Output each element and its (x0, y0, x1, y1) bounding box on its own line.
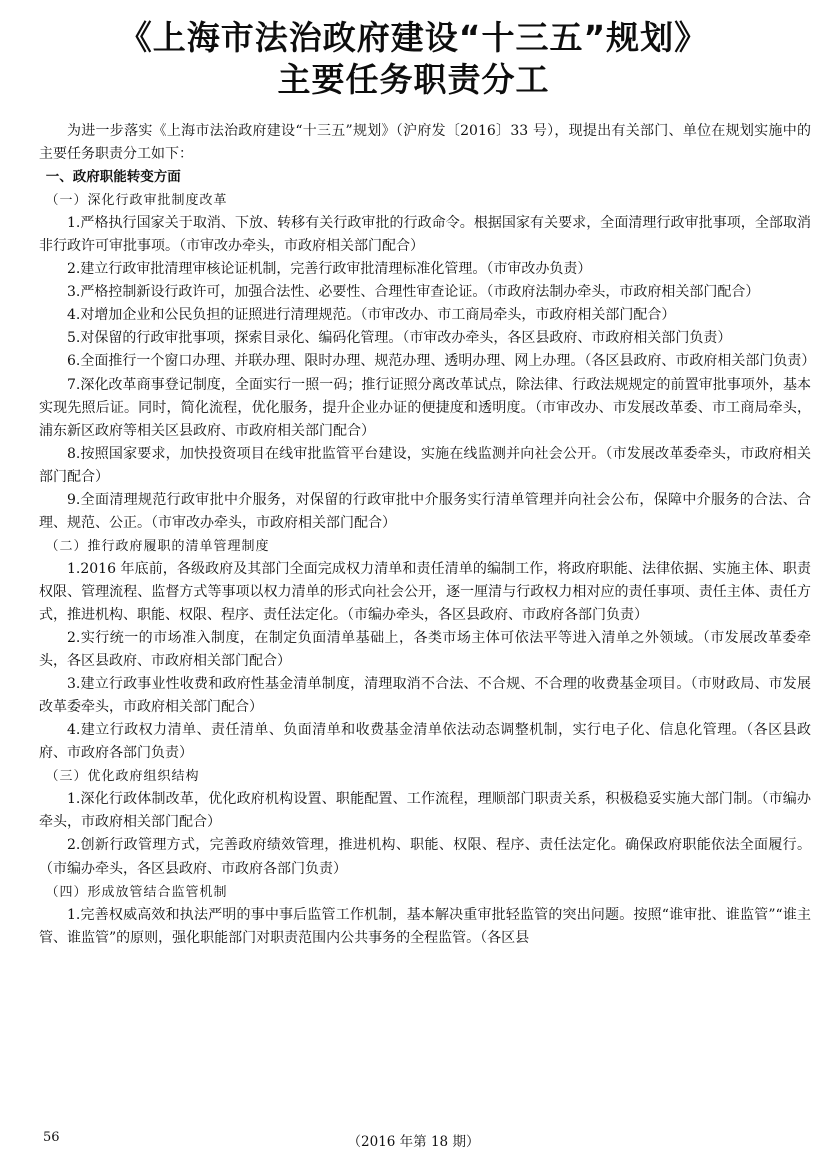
list-item: 3.严格控制新设行政许可，加强合法性、必要性、合理性审查论证。（市政府法制办牵头，市政府相关部门配合） (67, 284, 760, 301)
list-item: 6.全面推行一个窗口办理、并联办理、限时办理、规范办理、透明办理、网上办理。（各区县政府、市政府相关部门负责） (67, 353, 816, 370)
intro-paragraph: 为进一步落实《上海市法治政府建设“十三五”规划》（沪府发〔2016〕33 号），现提出有关部门、单位在规划实施中的主要任务职责分工如下： (39, 123, 811, 163)
list-item: 2.建立行政审批清理审核论证机制，完善行政审批清理标准化管理。（市审改办负责） (67, 261, 592, 278)
list-item: 9.全面清理规范行政审批中介服务，对保留的行政审批中介服务实行清单管理并向社会公布，保障中介服务的合法、合理、规范、公正。（市审改办牵头，市政府相关部门配合） (39, 491, 811, 531)
list-item: 1.严格执行国家关于取消、下放、转移有关行政审批的行政命令。根据国家有关要求，全面清理行政审批事项，全部取消非行政许可审批事项。（市审改办牵头，市政府相关部门配合） (39, 215, 811, 255)
list-item: 7.深化改革商事登记制度，全面实行一照一码；推行证照分离改革试点，除法律、行政法规规定的前置审批事项外，基本实现先照后证。同时，简化流程，优化服务，提升企业办证的便捷度和透明度。（市审改办、市发展改革委、市工商局牵头，浦东新区政府等相关区县政府、市政府相关部门配合） (39, 376, 811, 439)
list-item: 1.深化行政体制改革，优化政府机构设置、职能配置、工作流程，理顺部门职责关系，积极稳妥实施大部门制。（市编办牵头，市政府相关部门配合） (39, 791, 811, 831)
section-heading: 一、政府职能转变方面 (45, 169, 181, 186)
list-item: 1.2016 年底前，各级政府及其部门全面完成权力清单和责任清单的编制工作，将政府职能、法律依据、实施主体、职责权限、管理流程、监督方式等事项以权力清单的形式向社会公开，逐一厘清与行政权力相对应的责任事项、责任主体、责任方式，推进机构、职能、权限、程序、责任法定化。（市编办牵头，各区县政府、市政府各部门负责） (39, 560, 811, 623)
list-item: 4.对增加企业和公民负担的证照进行清理规范。（市审改办、市工商局牵头，市政府相关部门配合） (67, 307, 676, 324)
issue-label: （2016 年第 18 期） (347, 1134, 480, 1150)
subsection-heading: （三）优化政府组织结构 (45, 769, 200, 785)
document-title-line2: 主要任务职责分工 (277, 60, 550, 99)
list-item: 5.对保留的行政审批事项，探索目录化、编码化管理。（市审改办牵头，各区县政府、市政府相关部门负责） (67, 330, 732, 347)
page-number: 56 (43, 1130, 60, 1145)
list-item: 4.建立行政权力清单、责任清单、负面清单和收费基金清单依法动态调整机制，实行电子化、信息化管理。（各区县政府、市政府各部门负责） (39, 722, 811, 762)
list-item: 3.建立行政事业性收费和政府性基金清单制度，清理取消不合法、不合规、不合理的收费基金项目。（市财政局、市发展改革委牵头，市政府相关部门配合） (39, 676, 811, 716)
subsection-heading: （一）深化行政审批制度改革 (45, 193, 228, 209)
document-body (39, 120, 816, 950)
document-title-line1: 《上海市法治政府建设“十三五”规划》 (118, 18, 709, 57)
list-item: 8.按照国家要求，加快投资项目在线审批监管平台建设，实施在线监测并向社会公开。（市发展改革委牵头，市政府相关部门配合） (39, 445, 811, 485)
list-item: 2.创新行政管理方式，完善政府绩效管理，推进机构、职能、权限、程序、责任法定化。确保政府职能依法全面履行。（市编办牵头，各区县政府、市政府各部门负责） (39, 837, 811, 877)
subsection-heading: （二）推行政府履职的清单管理制度 (45, 538, 270, 554)
subsection-heading: （四）形成放管结合监管机制 (45, 884, 228, 900)
list-item: 2.实行统一的市场准入制度，在制定负面清单基础上，各类市场主体可依法平等进入清单之外领域。（市发展改革委牵头，各区县政府、市政府相关部门配合） (39, 630, 811, 670)
list-item: 1.完善权威高效和执法严明的事中事后监管工作机制，基本解决重审批轻监管的突出问题。按照“谁审批、谁监管”“谁主管、谁监管”的原则，强化职能部门对职责范围内公共事务的全程监管。（各区县 (39, 906, 811, 946)
